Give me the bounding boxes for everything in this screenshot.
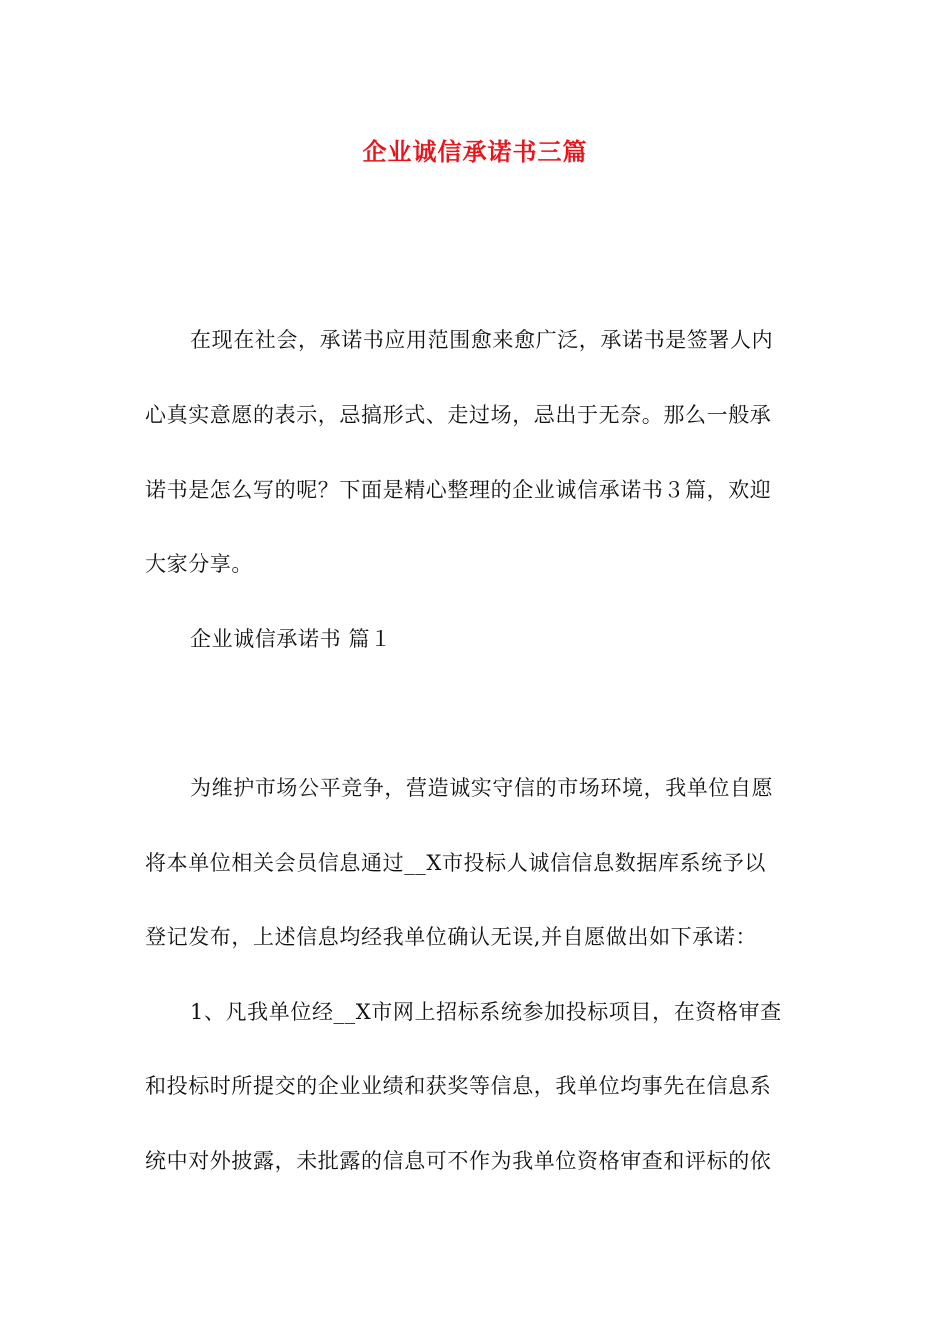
paragraph-line: 诺书是怎么写的呢？下面是精心整理的企业诚信承诺书３篇，欢迎 bbox=[145, 478, 772, 502]
section-heading: 企业诚信承诺书 篇１ bbox=[190, 627, 392, 651]
document-title: 企业诚信承诺书三篇 bbox=[362, 137, 588, 166]
paragraph-line: 和投标时所提交的企业业绩和获奖等信息，我单位均事先在信息系 bbox=[145, 1074, 772, 1098]
paragraph-line: 在现在社会，承诺书应用范围愈来愈广泛，承诺书是签署人内 bbox=[190, 328, 774, 352]
paragraph-line: 统中对外披露，未批露的信息可不作为我单位资格审查和评标的依 bbox=[145, 1149, 772, 1173]
list-item-line: 1、凡我单位经__X市网上招标系统参加投标项目，在资格审查 bbox=[190, 1000, 782, 1024]
paragraph-line: 心真实意愿的表示，忌搞形式、走过场，忌出于无奈。那么一般承 bbox=[145, 403, 772, 427]
paragraph-line: 登记发布，上述信息均经我单位确认无误,并自愿做出如下承诺： bbox=[145, 925, 758, 949]
paragraph-line: 将本单位相关会员信息通过__X市投标人诚信信息数据库系统予以 bbox=[145, 851, 766, 875]
paragraph-line: 为维护市场公平竞争，营造诚实守信的市场环境，我单位自愿 bbox=[190, 776, 774, 800]
paragraph-line: 大家分享。 bbox=[145, 552, 253, 576]
